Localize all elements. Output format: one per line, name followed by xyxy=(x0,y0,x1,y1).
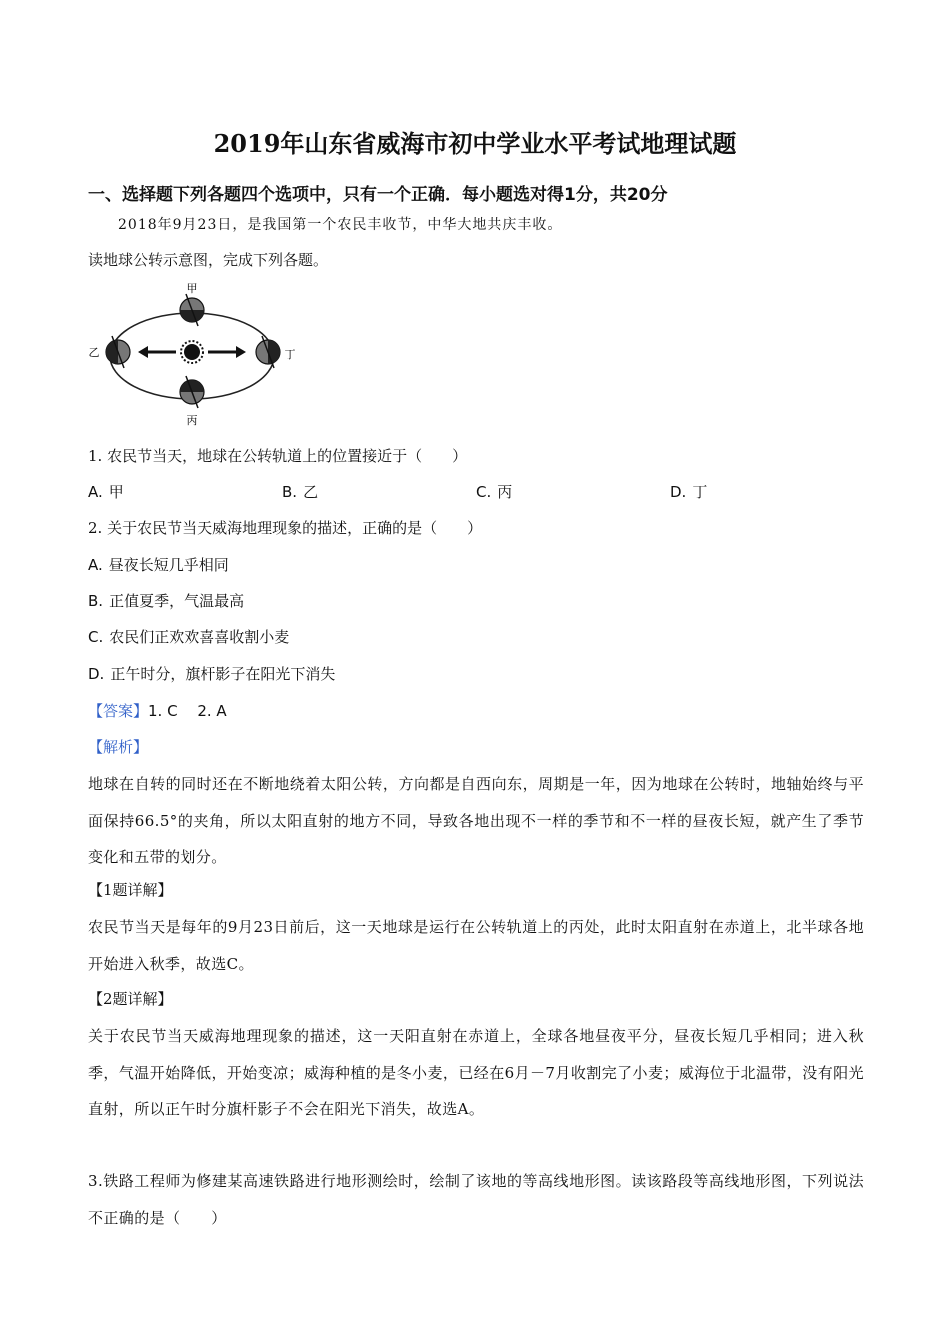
detail-1-label: 【1题详解】 xyxy=(88,881,173,899)
answer-label: 【答案】 xyxy=(88,702,149,720)
q2-option-b: B. 正值夏季，气温最高 xyxy=(88,592,245,610)
read-prompt: 读地球公转示意图，完成下列各题。 xyxy=(88,251,329,269)
analysis-label: 【解析】 xyxy=(88,738,149,756)
earth-top-icon xyxy=(180,294,204,326)
detail-1-text: 农民节当天是每年的9月23日前后，这一天地球是运行在公转轨道上的丙处，此时太阳直射在赤道上，北半球各地开始进入秋季，故选C。 xyxy=(88,918,864,973)
section-heading: 一、选择题下列各题四个选项中，只有一个正确．每小题选对得1分，共20分 xyxy=(88,185,668,205)
q2-option-d: D. 正午时分，旗杆影子在阳光下消失 xyxy=(88,665,336,683)
intro-text: 2018年9月23日，是我国第一个农民丰收节，中华大地共庆丰收。 xyxy=(118,217,563,233)
earth-bottom-icon xyxy=(180,376,204,408)
earth-right-icon xyxy=(256,336,280,368)
sun-icon xyxy=(181,341,203,363)
question-1-stem: 1. 农民节当天，地球在公转轨道上的位置接近于（ ） xyxy=(88,447,468,465)
left-arrow-icon xyxy=(138,346,176,358)
label-top: 甲 xyxy=(186,282,198,295)
answer-text: 1. C 2. A xyxy=(148,702,227,720)
label-right: 丁 xyxy=(284,348,296,361)
earth-revolution-diagram xyxy=(86,280,308,428)
question-2-stem: 2. 关于农民节当天威海地理现象的描述，正确的是（ ） xyxy=(88,519,483,537)
analysis-text: 地球在自转的同时还在不断地绕着太阳公转，方向都是自西向东，周期是一年，因为地球在公转时，地轴始终与平面保持66.5°的夹角，所以太阳直射的地方不同，导致各地出现不一样的季节和不一样的昼夜长短，就产生了季节变化和五带的划分。 xyxy=(88,775,864,866)
detail-2-label: 【2题详解】 xyxy=(88,990,173,1008)
page-title: 2019年山东省威海市初中学业水平考试地理试题 xyxy=(213,129,737,158)
label-bottom: 丙 xyxy=(186,414,198,427)
q1-option-a: A. 甲 xyxy=(88,483,124,501)
label-left: 乙 xyxy=(88,346,100,359)
question-3-text: 3.铁路工程师为修建某高速铁路进行地形测绘时，绘制了该地的等高线地形图。读该路段等高线地形图，下列说法不正确的是（ ） xyxy=(88,1172,864,1227)
detail-2-text: 关于农民节当天威海地理现象的描述，这一天阳直射在赤道上，全球各地昼夜平分，昼夜长短几乎相同；进入秋季，气温开始降低，开始变凉；威海种植的是冬小麦，已经在6月－7月收割完了小麦；威海位于北温带，没有阳光直射，所以正午时分旗杆影子不会在阳光下消失，故选A。 xyxy=(88,1027,864,1118)
q2-option-a: A. 昼夜长短几乎相同 xyxy=(88,556,229,574)
answer-line xyxy=(88,701,227,721)
right-arrow-icon xyxy=(208,346,246,358)
earth-left-icon xyxy=(106,336,130,368)
q1-option-c: C. 丙 xyxy=(476,483,513,501)
q2-option-c: C. 农民们正欢欢喜喜收割小麦 xyxy=(88,628,290,646)
q1-option-b: B. 乙 xyxy=(282,483,319,501)
q1-option-d: D. 丁 xyxy=(670,483,708,501)
